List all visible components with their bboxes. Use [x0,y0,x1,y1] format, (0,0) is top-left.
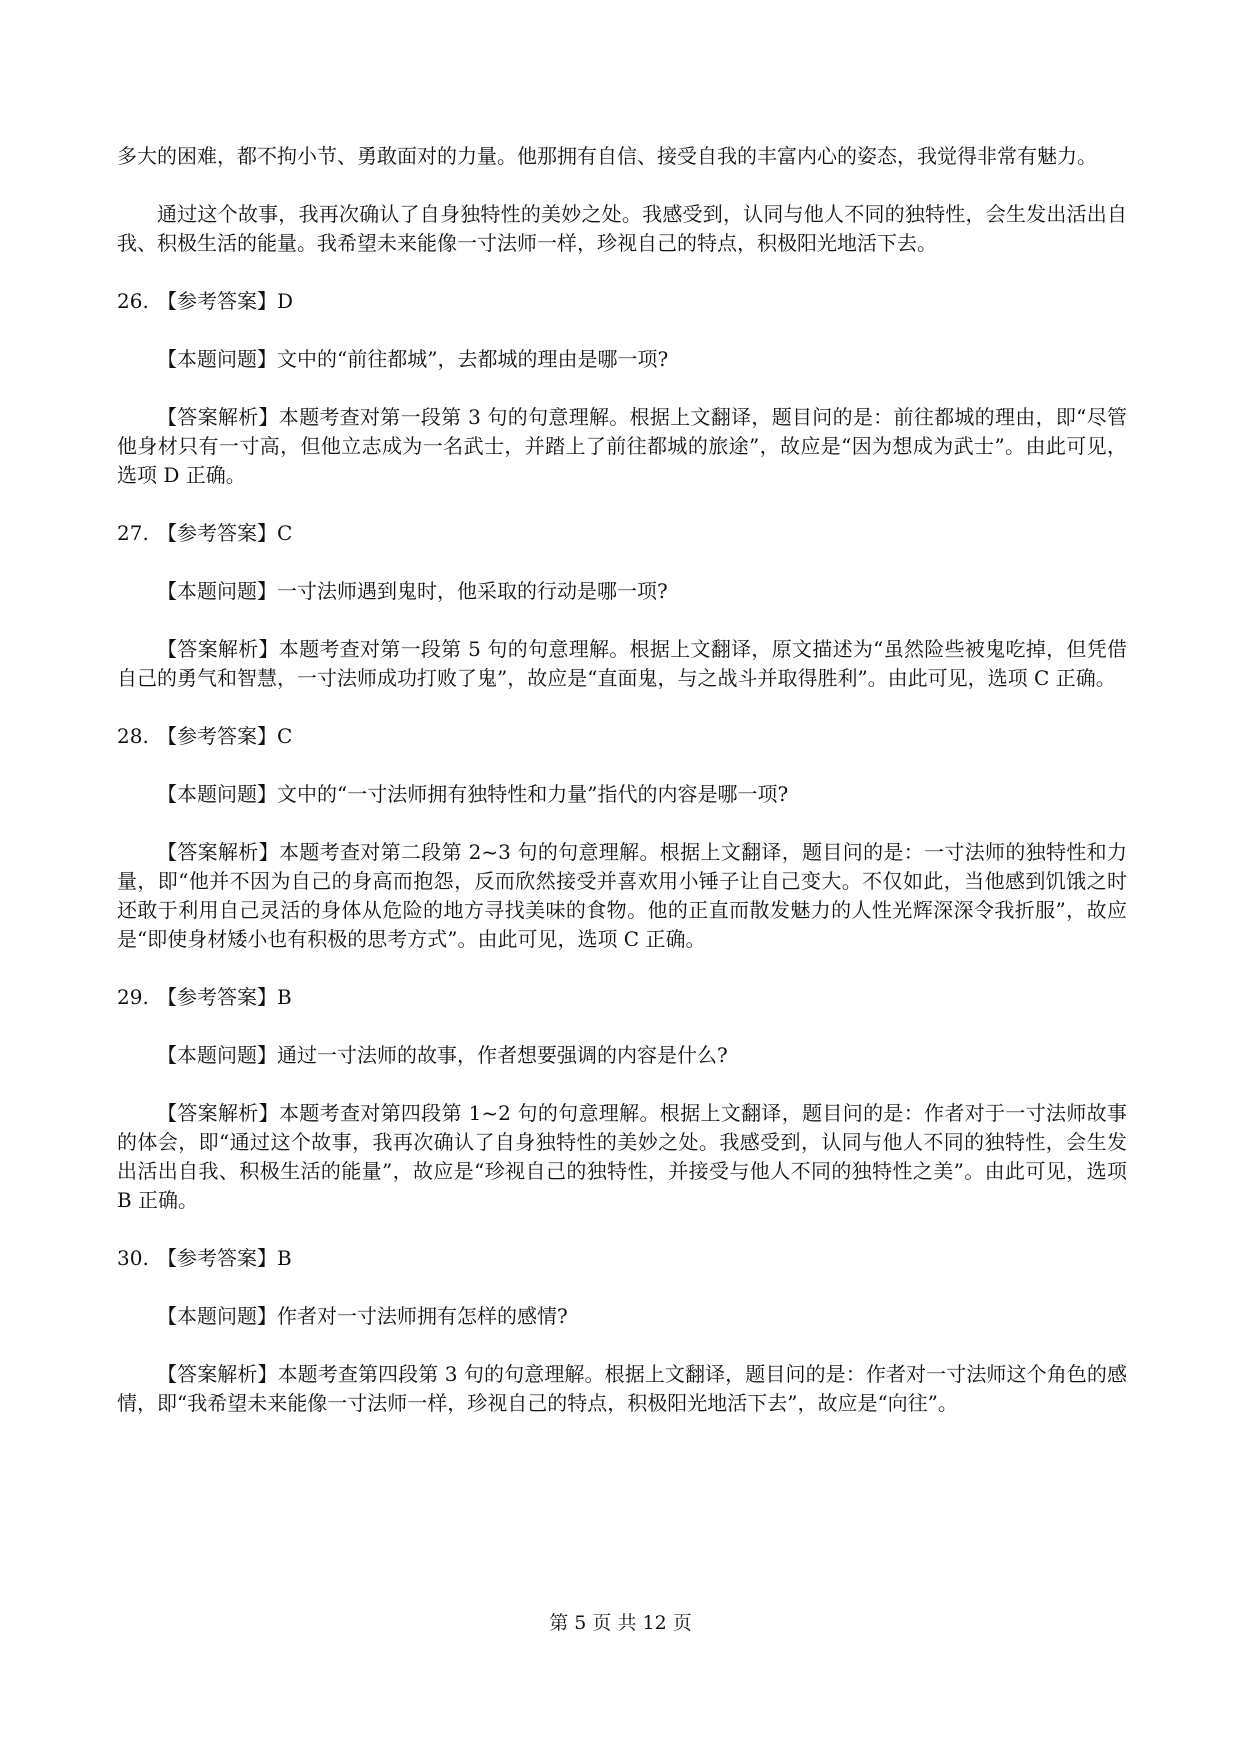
answer-analysis: 【答案解析】本题考查对第一段第 5 句的句意理解。根据上文翻译，原文描述为“虽然险些被鬼吃掉，但凭借自己的勇气和智慧，一寸法师成功打败了鬼”，故应是“直面鬼，与之战斗并取得胜利”。由此可见，选项 C 正确。 [117,637,1127,690]
question-29 [117,983,1127,1215]
question-text: 【本题问题】一寸法师遇到鬼时，他采取的行动是哪一项? [157,579,668,603]
answer-analysis: 【答案解析】本题考查第四段第 3 句的句意理解。根据上文翻译，题目问的是：作者对一寸法师这个角色的感情，即“我希望未来能像一寸法师一样，珍视自己的特点，积极阳光地活下去”，故应是“向往”。 [117,1362,1127,1415]
question-text: 【本题问题】文中的“前往都城”，去都城的理由是哪一项? [157,347,669,371]
intro-paragraph-1: 多大的困难，都不拘小节、勇敢面对的力量。他那拥有自信、接受自我的丰富内心的姿态，我觉得非常有魅力。 [117,144,1097,168]
reference-answer: 【参考答案】C [157,724,293,748]
question-number: 30. [117,1246,149,1270]
reference-answer: 【参考答案】B [157,1246,292,1270]
question-number: 26. [117,289,149,313]
question-30 [117,1244,1127,1418]
answer-analysis: 【答案解析】本题考查对第一段第 3 句的句意理解。根据上文翻译，题目问的是：前往都城的理由，即“尽管他身材只有一寸高，但他立志成为一名武士，并踏上了前往都城的旅途”，故应是“因为想成为武士”。由此可见，选项 D 正确。 [117,405,1127,487]
question-number: 28. [117,724,149,748]
question-26 [117,287,1127,490]
question-text: 【本题问题】文中的“一寸法师拥有独特性和力量”指代的内容是哪一项? [157,782,789,806]
reference-answer: 【参考答案】B [157,985,292,1009]
answer-analysis: 【答案解析】本题考查对第二段第 2~3 句的句意理解。根据上文翻译，题目问的是：一寸法师的独特性和力量，即“他并不因为自己的身高而抱怨，反而欣然接受并喜欢用小锤子让自己变大。不仅如此，当他感到饥饿之时还敢于利用自己灵活的身体从危险的地方寻找美味的食物。他的正直而散发魅力的人性光辉深深令我折服”，故应是“即使身材矮小也有积极的思考方式”。由此可见，选项 C 正确。 [117,840,1127,951]
question-text: 【本题问题】通过一寸法师的故事，作者想要强调的内容是什么? [157,1043,728,1067]
question-number: 27. [117,521,149,545]
intro-paragraph-2: 通过这个故事，我再次确认了自身独特性的美妙之处。我感受到，认同与他人不同的独特性，会生发出活出自我、积极生活的能量。我希望未来能像一寸法师一样，珍视自己的特点，积极阳光地活下去。 [117,202,1127,255]
document-page [117,142,1127,1447]
question-text: 【本题问题】作者对一寸法师拥有怎样的感情? [157,1304,568,1328]
question-number: 29. [117,985,149,1009]
reference-answer: 【参考答案】D [157,289,294,313]
reference-answer: 【参考答案】C [157,521,293,545]
question-27 [117,519,1127,693]
answer-analysis: 【答案解析】本题考查对第四段第 1~2 句的句意理解。根据上文翻译，题目问的是：作者对于一寸法师故事的体会，即“通过这个故事，我再次确认了自身独特性的美妙之处。我感受到，认同与他人不同的独特性，会生发出活出自我、积极生活的能量”，故应是“珍视自己的独特性，并接受与他人不同的独特性之美”。由此可见，选项 B 正确。 [117,1101,1127,1212]
question-28 [117,722,1127,954]
page-footer: 第 5 页 共 12 页 [549,1612,692,1634]
